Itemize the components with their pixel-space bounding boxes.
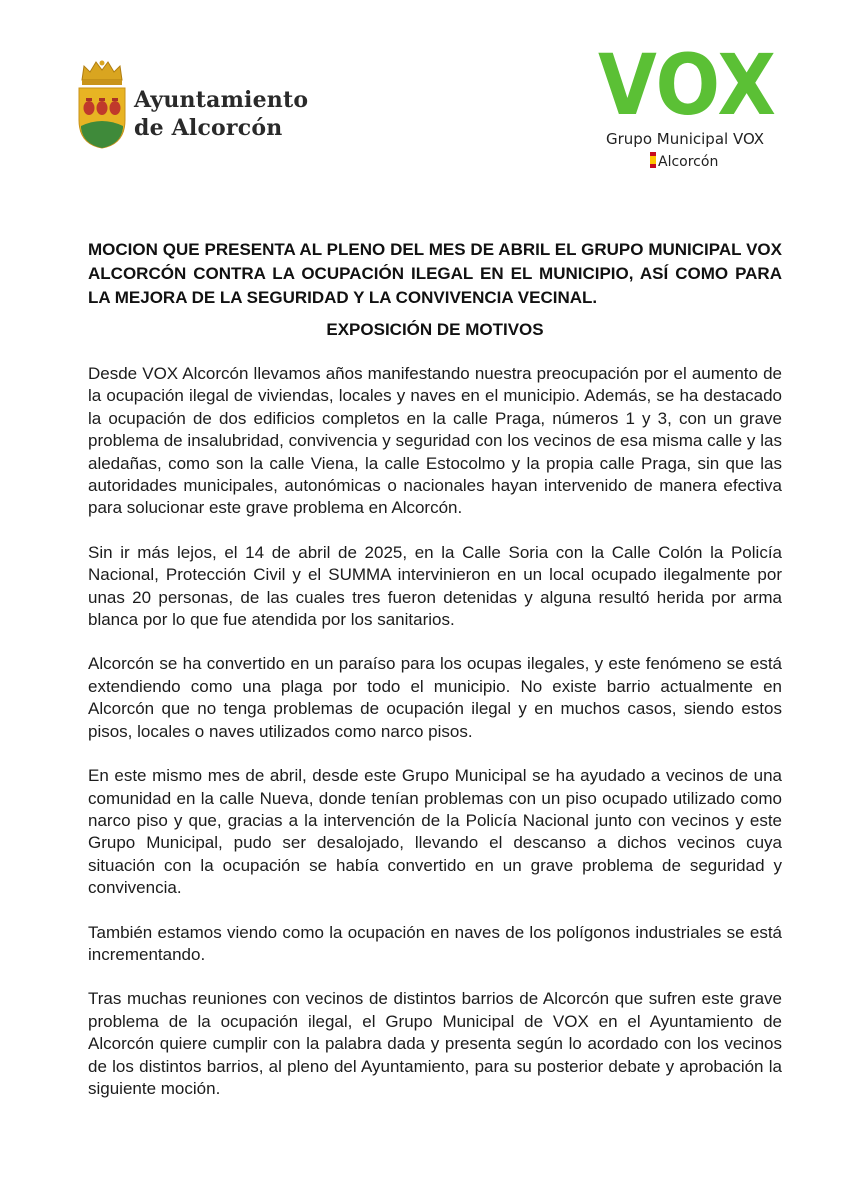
vox-city-label (650, 152, 718, 170)
paragraph: Tras muchas reuniones con vecinos de distintos barrios de Alcorcón que sufren este grave problema de la ocupación ilegal, el Grupo Municipal de VOX en el Ayuntamiento de Alcorcón quiere cumplir con la palabra dada y presenta según lo acordado con los vecinos de los distintos barrios, al pleno del Ayuntamiento, para su posterior debate y aprobación la siguiente moción. (88, 989, 782, 1098)
vox-logo (598, 44, 788, 174)
spain-flag-icon (650, 152, 656, 168)
paragraph: Sin ir más lejos, el 14 de abril de 2025, en la Calle Soria con la Calle Colón la Policía Nacional, Protección Civil y el SUMMA intervinieron en un local ocupado ilegalmente por unas 20 personas, de las cuales tres fueron detenidas y alguna resultó herida por arma blanca por lo que fue atendida por los sanitarios. (88, 542, 782, 630)
ayuntamiento-line2: de Alcorcón (134, 115, 283, 141)
paragraph: Desde VOX Alcorcón llevamos años manifestando nuestra preocupación por el aumento de la ocupación ilegal de viviendas, locales y naves en el municipio. Además, se ha destacado la ocupación de dos edificios completos en la calle Praga, números 1 y 3, con un grave problema de insalubridad, convivencia y seguridad con los vecinos de esa misma calle y las aledañas, como son la calle Viena, la calle Estocolmo y la propia calle Praga, sin que las autoridades municipales, autonómicas o nacionales hayan intervenido de manera efectiva para solucionar este grave problema en Alcorcón. (88, 364, 782, 518)
vox-word-text: VOX (598, 44, 776, 122)
vox-wordmark (598, 44, 778, 122)
ayuntamiento-line1: Ayuntamiento (134, 87, 309, 113)
vox-group-label: Grupo Municipal VOX (606, 130, 765, 148)
paragraph: Alcorcón se ha convertido en un paraíso para los ocupas ilegales, y este fenómeno se está extendiendo como una plaga por todo el municipio. No existe barrio actualmente en Alcorcón que no tenga problemas de ocupación ilegal y en muchos casos, siendo estos pisos, locales o naves utilizados como narco pisos. (88, 654, 782, 741)
ayuntamiento-logo (76, 58, 309, 154)
document-body (88, 363, 782, 1122)
section-heading: EXPOSICIÓN DE MOTIVOS (326, 320, 544, 339)
alcorcon-coat-of-arms-icon (76, 58, 128, 150)
vox-city-text: Alcorcón (658, 154, 719, 170)
motion-title: MOCION QUE PRESENTA AL PLENO DEL MES DE ABRIL EL GRUPO MUNICIPAL VOX ALCORCÓN CONTRA LA OCUPACIÓN ILEGAL EN EL MUNICIPIO, ASÍ COMO PARA LA MEJORA DE LA SEGURIDAD Y LA CONVIVENCIA VECINAL. (88, 240, 782, 307)
paragraph: En este mismo mes de abril, desde este Grupo Municipal se ha ayudado a vecinos de una comunidad en la calle Nueva, donde tenían problemas con un piso ocupado utilizado como narco piso y que, gracias a la intervención de la Policía Nacional junto con vecinos y este Grupo Municipal, pudo ser desalojado, llevando el descanso a dichos vecinos cuya situación con la ocupación se había convertido en un grave problema de seguridad y convivencia. (88, 766, 782, 898)
ayuntamiento-name (134, 86, 308, 142)
paragraph: También estamos viendo como la ocupación en naves de los polígonos industriales se está incrementando. (88, 922, 782, 964)
